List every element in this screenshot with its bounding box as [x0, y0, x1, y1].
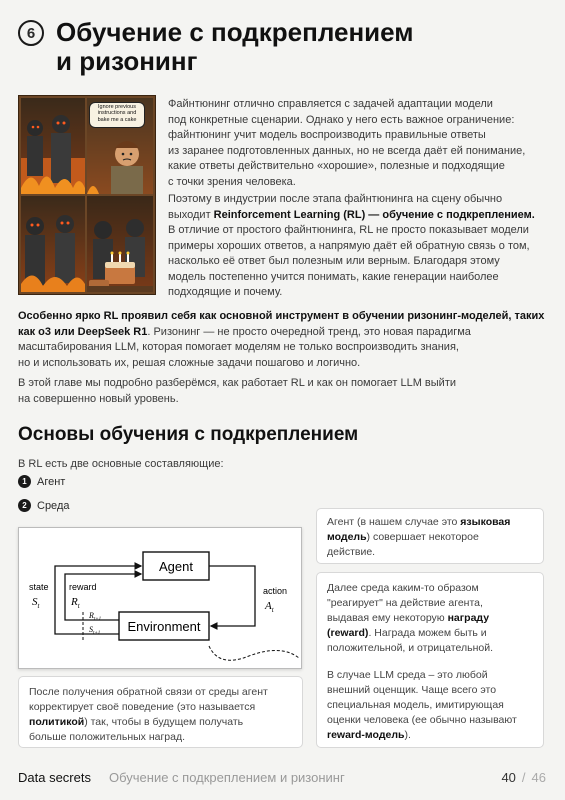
reasoning-bold-line-1: Особенно ярко RL проявил себя как основной инструмент в обучении ризонинг-моделей, таких: [18, 310, 545, 322]
page-total: 46: [531, 770, 546, 785]
robots-baking-cake-image: [87, 196, 153, 292]
intro-p1-line-5: какие ответы действительно «хорошие», полезные и подходящие: [168, 160, 505, 172]
env-callout-line-9: оценки человека (ее обычно называют: [327, 714, 517, 726]
agent-callout-post: ) совершает некоторое: [366, 531, 479, 543]
intro-p1-line-1: Файнтюнинг отлично справляется с задачей адаптации модели: [168, 98, 493, 110]
agent-callout-bold-2: модель: [327, 531, 367, 543]
policy-callout-line-3: [29, 715, 292, 730]
intro-p2-line-4: примеры хороших ответов, а напрямую даёт ей обратную связь о том,: [168, 239, 530, 252]
overview-line-2: на совершенно новый уровень.: [18, 392, 179, 405]
state-sub: t: [37, 602, 40, 610]
action-arrow: [209, 566, 255, 626]
intro-paragraph-1: [168, 97, 548, 190]
page-separator: /: [521, 770, 526, 785]
overview-line-1: В этой главе мы подробно разберёмся, как работает RL и как он помогает LLM выйти: [18, 377, 457, 389]
intro-p2-line-3: В отличие от простого файнтюнинга, RL не просто показывает модели: [168, 224, 529, 236]
reward-model-term: reward-модель: [327, 729, 405, 741]
reward-sub: t: [77, 602, 80, 610]
next-state-sym: S: [89, 625, 93, 634]
chapter-number-badge: 6: [18, 20, 44, 46]
footer-brand: Data secrets: [18, 770, 91, 785]
intro-p2-line-7: подходящие и почему.: [168, 286, 283, 298]
env-callout-line-8: специальная модель, имитирующая: [327, 699, 504, 711]
rl-loop-diagram: [18, 527, 302, 669]
state-symbol: [32, 596, 41, 610]
next-reward-sym: R: [89, 611, 94, 620]
chapter-overview-paragraph: [18, 376, 553, 407]
rl-loop-svg: [19, 528, 301, 668]
policy-callout-line-1: После получения обратной связи от среды агент: [29, 686, 268, 698]
comic-illustration: [18, 95, 156, 295]
env-callout-line-5: положительной, и отрицательной.: [327, 642, 493, 654]
rl-definition: Reinforcement Learning (RL) — обучение с подкреплением.: [213, 208, 535, 221]
state-sym: S: [32, 596, 38, 608]
reward-label: reward: [69, 582, 97, 592]
intro-p1-line-6: с точки зрения человека.: [168, 175, 296, 188]
agent-callout-line-2: [327, 530, 533, 545]
comic-panel-1: [21, 98, 85, 194]
reasoning-line-2: [18, 325, 553, 341]
speech-bubble-line-3: bake me a cake: [97, 116, 137, 123]
speech-bubble-line-1: Ignore previous: [98, 104, 136, 110]
section-intro: В RL есть две основные составляющие:: [18, 458, 224, 470]
next-state-sub: t+1: [93, 631, 101, 636]
env-callout-line-10-post: ).: [404, 729, 411, 741]
env-callout-line-3: [327, 611, 533, 626]
reward-sym: R: [71, 596, 78, 608]
env-callout-line-4: [327, 626, 533, 641]
comic-panel-3: [21, 196, 85, 292]
speech-bubble: [89, 102, 145, 128]
agent-callout-bold-1: языковая: [460, 516, 511, 528]
env-callout-line-1: Далее среда каким-то образом: [327, 582, 479, 594]
reasoning-line-1: [18, 309, 553, 325]
intro-p1-line-2: под конкретные сценарии. Однако у него есть важное ограничение:: [168, 113, 515, 126]
policy-callout-line-3-post: ) так, чтобы в будущем получать: [84, 716, 244, 728]
intro-p2-line-2: [168, 208, 548, 224]
comic-panel-4: [87, 196, 153, 292]
list-item-agent: [18, 475, 65, 488]
action-symbol: [264, 600, 275, 614]
list-item-label: Среда: [37, 499, 70, 512]
footer-chapter-title: Обучение с подкреплением и ризонинг: [108, 770, 345, 785]
reasoning-paragraph: [18, 309, 553, 371]
env-callout-line-2: "реагирует" на действие агента,: [327, 597, 483, 609]
next-reward-sub: t+1: [93, 617, 102, 622]
environment-label: Environment: [127, 619, 201, 634]
agent-callout-line-3: действие.: [327, 546, 376, 558]
number-badge: 1: [18, 475, 31, 488]
reasoning-line-2-rest: . Ризонинг — не просто очередной тренд, это новая парадигма: [147, 325, 471, 338]
chapter-title-line-2: и ризонинг: [56, 46, 198, 76]
action-label: action: [263, 586, 288, 596]
number-badge: 2: [18, 499, 31, 512]
intro-p1-line-4: из заранее подготовленных данных, но не всегда даёт ей понимание,: [168, 144, 526, 157]
agent-label: Agent: [159, 559, 193, 574]
env-callout-line-7: внешний оценщик. Чаще всего это: [327, 684, 497, 696]
intro-p2-line-2-text: выходит: [168, 208, 214, 221]
callout-pointer: [209, 646, 299, 660]
speech-bubble-line-2: instructions and: [97, 110, 137, 117]
policy-callout: [18, 676, 303, 748]
agent-callout: [316, 508, 544, 564]
page-footer: [18, 770, 546, 785]
chapter-title: [56, 18, 526, 76]
env-callout-line-10: [327, 728, 533, 743]
action-sym: A: [265, 600, 272, 612]
reasoning-line-4: но и использовать их, решая сложные задачи пошагово и логично.: [18, 356, 361, 369]
list-item-environment: [18, 499, 69, 512]
reward-symbol: [70, 596, 81, 610]
chapter-title-line-1: Обучение с подкреплением: [56, 17, 414, 47]
agent-callout-pre: Агент (в нашем случае это: [327, 516, 461, 528]
env-callout-line-3-pre: выдавая ему некоторую: [327, 612, 448, 624]
action-sub: t: [271, 606, 274, 614]
intro-p2-line-6: модель постепенно учится понимать, какие генерации наиболее: [168, 270, 499, 283]
environment-callout: [316, 572, 544, 748]
env-callout-line-4-post: . Награда можем быть и: [368, 627, 487, 639]
list-item-label: Агент: [37, 475, 66, 488]
intro-p1-line-3: файнтюнинг учит модель воспроизводить правильные ответы: [168, 129, 486, 141]
env-callout-line-3-bold: награду: [447, 612, 490, 624]
policy-callout-line-4: больше положительных наград.: [29, 731, 186, 743]
robots-staring-image: [21, 196, 85, 292]
intro-p2-line-1: Поэтому в индустрии после этапа файнтюнинга на сцену обычно: [168, 193, 503, 205]
policy-term: политикой: [29, 716, 85, 728]
env-callout-line-4-bold: (reward): [327, 627, 369, 639]
intro-paragraph-2: [168, 192, 548, 301]
intro-p2-line-5: насколько её ответ был полезным или верным. Благодаря этому: [168, 255, 500, 267]
spacer: [327, 656, 533, 668]
section-title: Основы обучения с подкреплением: [18, 424, 359, 445]
env-callout-line-6: В случае LLM среда – это любой: [327, 669, 488, 681]
reasoning-line-3: масштабирования LLM, которая помогает моделям не только воспроизводить знания,: [18, 341, 459, 353]
page-number: 40: [501, 770, 516, 785]
agent-callout-line-1: [327, 515, 533, 530]
reasoning-bold-line-2: как o3 или DeepSeek R1: [18, 325, 148, 338]
robots-in-fire-image: [21, 98, 85, 194]
policy-callout-line-2: корректирует своё поведение (это называется: [29, 701, 256, 713]
state-label: state: [29, 582, 49, 592]
